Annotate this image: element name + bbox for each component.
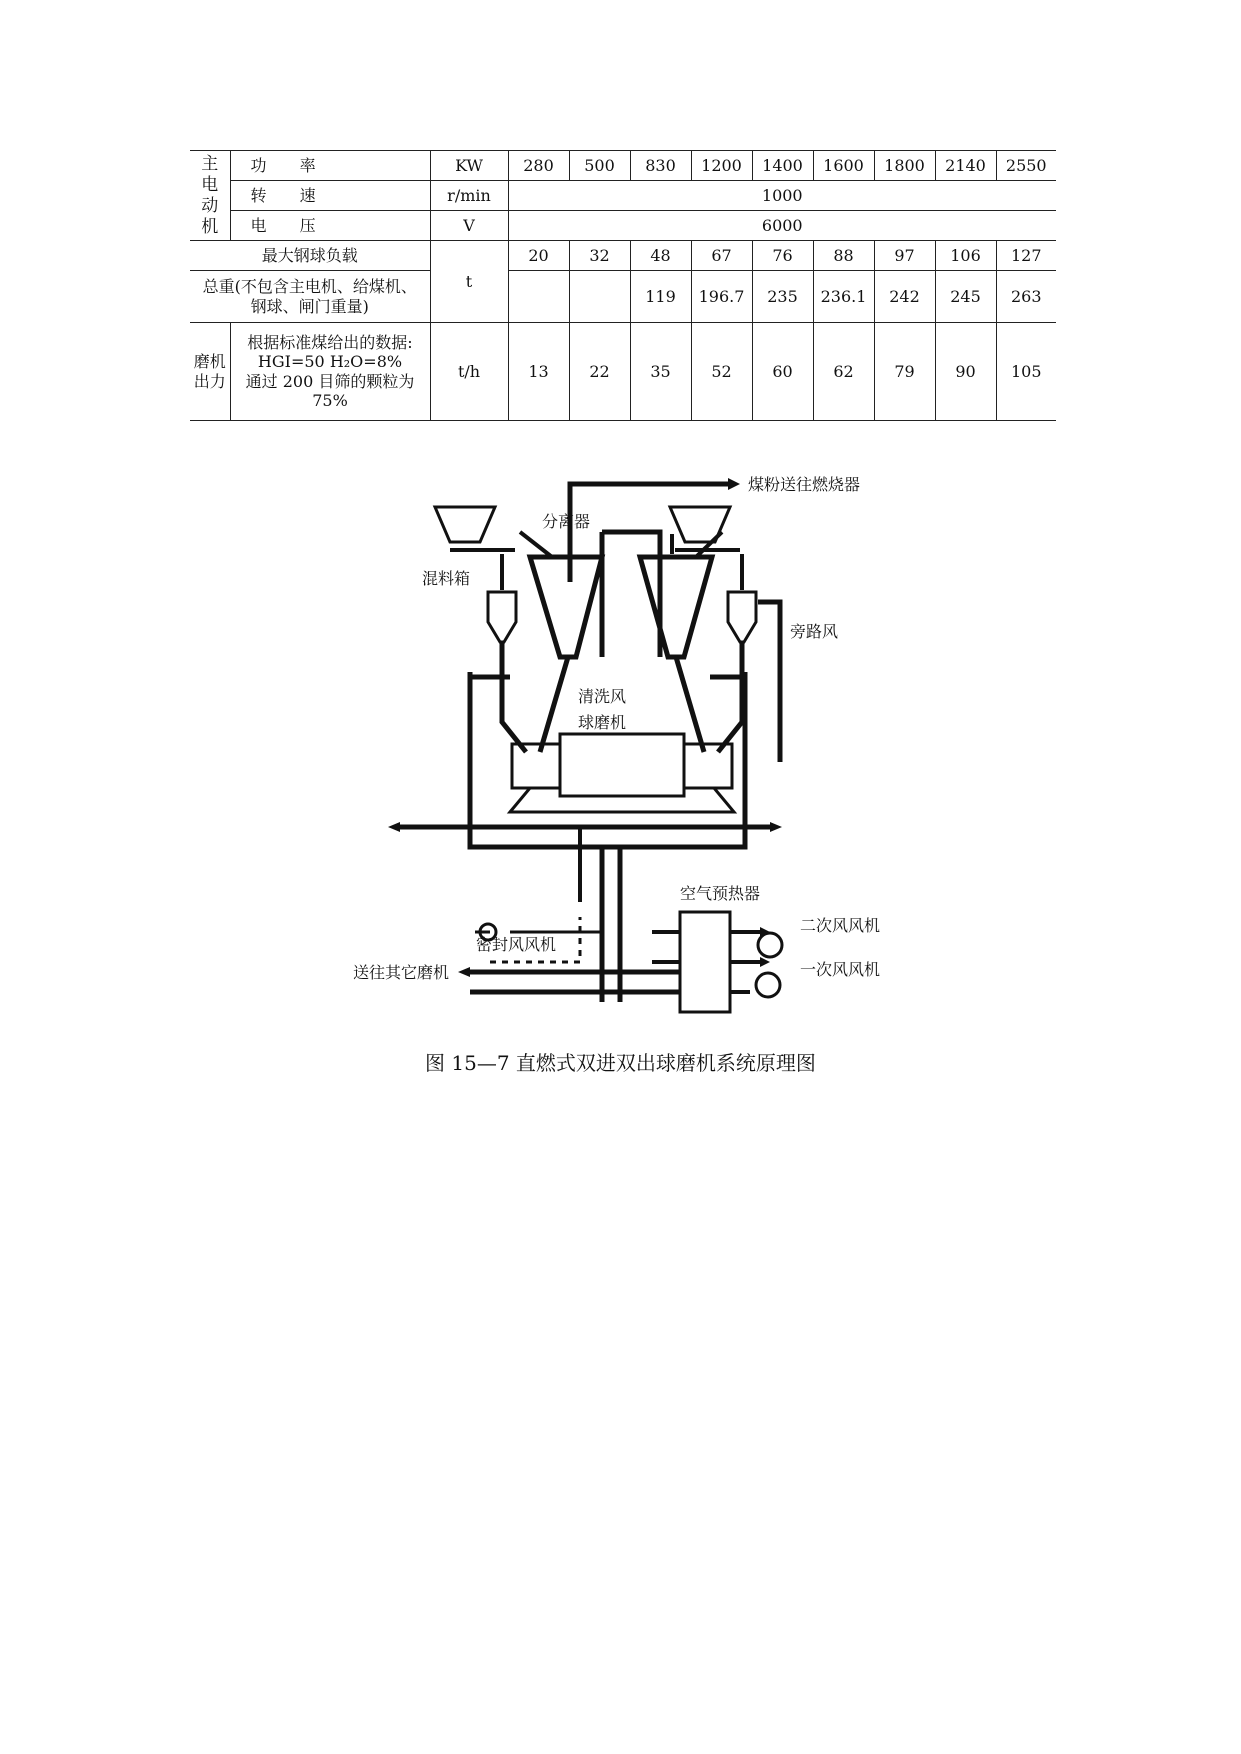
ball-load-value: 97 xyxy=(874,241,935,271)
separator-right-pipe xyxy=(672,532,722,557)
power-value: 1800 xyxy=(874,151,935,181)
separator-right xyxy=(640,557,712,657)
label-bypass-air: 旁路风 xyxy=(790,622,839,641)
ball-load-value: 32 xyxy=(569,241,630,271)
arrow-preheater-2 xyxy=(760,957,770,967)
separator-left xyxy=(530,557,602,657)
ball-load-value: 76 xyxy=(752,241,813,271)
speed-unit: r/min xyxy=(430,181,508,211)
output-value: 62 xyxy=(813,323,874,421)
air-preheater xyxy=(680,912,730,1012)
ball-load-value: 106 xyxy=(935,241,996,271)
bypass-right xyxy=(758,602,780,762)
total-weight-value: 245 xyxy=(935,271,996,323)
label-seal-fan: 密封风风机 xyxy=(476,935,557,954)
ball-load-label: 最大钢球负载 xyxy=(190,241,430,271)
mix-to-mill-left xyxy=(502,642,526,752)
power-value: 830 xyxy=(630,151,691,181)
table-row-ball-load xyxy=(190,241,1056,271)
output-note: 根据标准煤给出的数据: HGI=50 H₂O=8% 通过 200 目筛的颗粒为 75% xyxy=(230,323,430,421)
mixing-box-left xyxy=(488,592,516,642)
total-weight-value: 196.7 xyxy=(691,271,752,323)
total-weight-label: 总重(不包含主电机、给煤机、 钢球、闸门重量) xyxy=(190,271,430,323)
voltage-unit: V xyxy=(430,211,508,241)
mixing-box-right xyxy=(728,592,756,642)
power-value: 1400 xyxy=(752,151,813,181)
table-row-output xyxy=(190,323,1056,421)
ball-mill-drum xyxy=(560,734,684,796)
mix-to-mill-right xyxy=(718,642,742,752)
ball-load-value: 20 xyxy=(508,241,569,271)
total-weight-value: 119 xyxy=(630,271,691,323)
output-value: 13 xyxy=(508,323,569,421)
ball-mill-system-diagram xyxy=(340,462,910,1017)
mill-base xyxy=(510,788,734,812)
output-value: 105 xyxy=(996,323,1056,421)
output-value: 60 xyxy=(752,323,813,421)
power-value: 280 xyxy=(508,151,569,181)
voltage-label: 电 压 xyxy=(230,211,430,241)
secondary-fan xyxy=(758,933,782,957)
total-weight-value: 235 xyxy=(752,271,813,323)
preheater-inlets xyxy=(652,932,680,962)
label-primary-fan: 一次风风机 xyxy=(800,960,881,979)
total-weight-value xyxy=(569,271,630,323)
power-value: 1200 xyxy=(691,151,752,181)
label-mixing-box: 混料箱 xyxy=(422,569,471,588)
arrow-left-out xyxy=(388,822,400,832)
arrow-other-mills xyxy=(458,967,470,977)
ball-load-value: 88 xyxy=(813,241,874,271)
ball-load-value: 127 xyxy=(996,241,1056,271)
speed-label: 转 速 xyxy=(230,181,430,211)
output-unit: t/h xyxy=(430,323,508,421)
output-value: 79 xyxy=(874,323,935,421)
power-label: 功 率 xyxy=(230,151,430,181)
table-row-voltage xyxy=(190,211,1056,241)
motor-group-cell xyxy=(190,151,230,241)
output-group-label: 磨机 出力 xyxy=(190,323,230,421)
feeder-hopper-right xyxy=(670,507,730,542)
figure-caption: 图 15—7 直燃式双进双出球磨机系统原理图 xyxy=(425,1051,816,1075)
sep-to-mill-right xyxy=(676,657,704,752)
total-weight-value: 236.1 xyxy=(813,271,874,323)
label-ball-mill: 球磨机 xyxy=(578,713,627,732)
table-row-speed xyxy=(190,181,1056,211)
mill-bearing-right xyxy=(684,744,732,788)
power-unit: KW xyxy=(430,151,508,181)
label-secondary-fan: 二次风风机 xyxy=(800,916,881,935)
output-value: 22 xyxy=(569,323,630,421)
label-burner: 煤粉送往燃烧器 xyxy=(748,475,861,494)
label-air-preheater: 空气预热器 xyxy=(680,884,761,903)
mill-bearing-left xyxy=(512,744,560,788)
label-other-mills: 送往其它磨机 xyxy=(353,963,450,982)
total-weight-value: 263 xyxy=(996,271,1056,323)
label-separator: 分离器 xyxy=(542,512,591,531)
output-value: 35 xyxy=(630,323,691,421)
motor-group-label: 主 电 动 机 xyxy=(201,153,219,237)
output-value: 90 xyxy=(935,323,996,421)
ball-load-value: 67 xyxy=(691,241,752,271)
output-value: 52 xyxy=(691,323,752,421)
table-row-power xyxy=(190,151,1056,181)
power-value: 2550 xyxy=(996,151,1056,181)
power-value: 1600 xyxy=(813,151,874,181)
label-purge-air: 清洗风 xyxy=(578,687,627,706)
primary-fan xyxy=(756,973,780,997)
arrow-right-out xyxy=(770,822,782,832)
ball-load-value: 48 xyxy=(630,241,691,271)
voltage-value: 6000 xyxy=(508,211,1056,241)
separator-left-pipe xyxy=(520,532,570,557)
spec-table xyxy=(190,150,1056,421)
speed-value: 1000 xyxy=(508,181,1056,211)
table-row-total-weight xyxy=(190,271,1056,323)
power-value: 2140 xyxy=(935,151,996,181)
sep-to-mill-left xyxy=(540,657,568,752)
weight-unit: t xyxy=(430,241,508,323)
total-weight-value: 242 xyxy=(874,271,935,323)
power-value: 500 xyxy=(569,151,630,181)
feeder-hopper-left xyxy=(435,507,495,542)
arrow-burner xyxy=(728,478,740,490)
total-weight-value xyxy=(508,271,569,323)
